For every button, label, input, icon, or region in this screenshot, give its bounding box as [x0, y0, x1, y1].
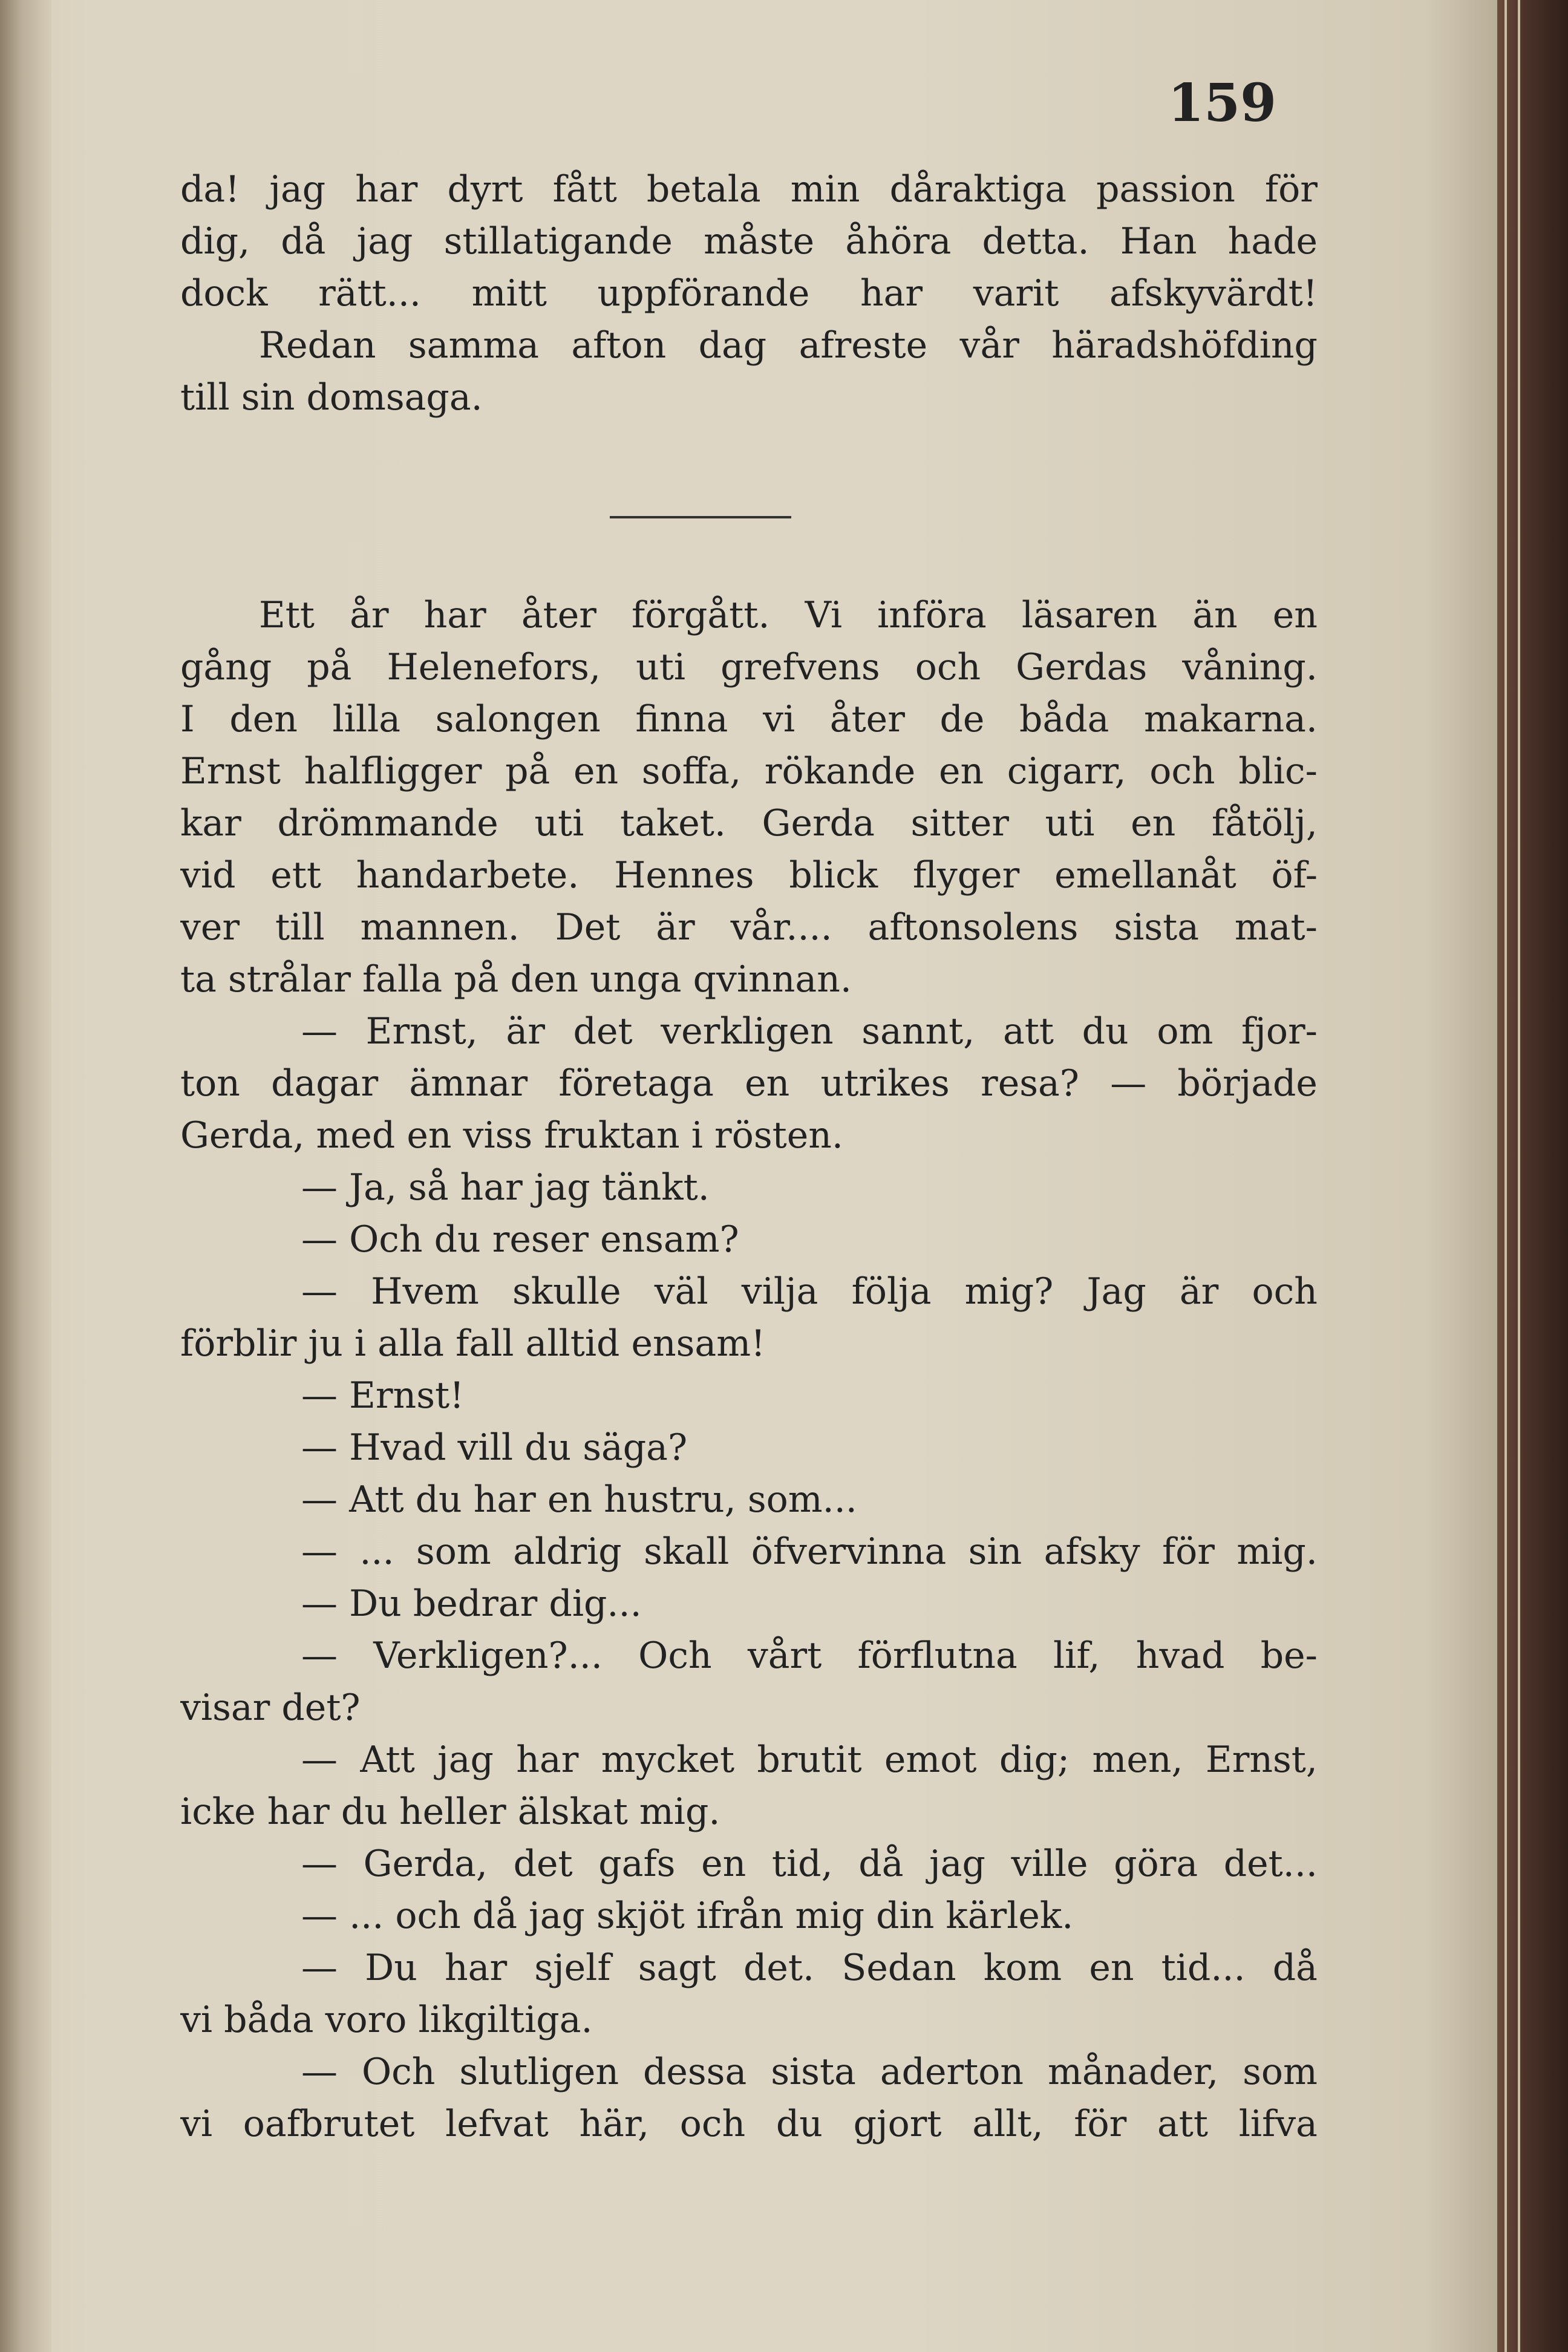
section-divider	[180, 491, 1318, 543]
dialogue-line: — Ernst, är det verkligen sannt, att du om fjor-	[301, 1010, 1318, 1053]
text-line: Gerda, med en viss fruktan i rösten.	[180, 1114, 843, 1157]
text-line: dig, då jag stillatigande måste åhöra detta. Han hade	[180, 220, 1318, 263]
text-line: Redan samma afton dag afreste vår häradshöfding	[259, 324, 1318, 367]
text-line: vi båda voro likgiltiga.	[180, 1999, 593, 2041]
text-line: ver till mannen. Det är vår.... aftonsolens sista mat-	[180, 906, 1318, 949]
text-line: ta strålar falla på den unga qvinnan.	[180, 958, 852, 1001]
book-cover-edge	[1497, 0, 1568, 2352]
dialogue-line: — Du har sjelf sagt det. Sedan kom en tid... då	[301, 1947, 1318, 1989]
text-line: Ett år har åter förgått. Vi införa läsaren än en	[259, 594, 1318, 636]
text-line: gång på Helenefors, uti grefvens och Gerdas våning.	[180, 646, 1318, 688]
dialogue-line: — Hvad vill du säga?	[301, 1426, 688, 1469]
dialogue-line: — Ja, så har jag tänkt.	[301, 1166, 710, 1209]
text-line: kar drömmande uti taket. Gerda sitter uti en fåtölj,	[180, 802, 1318, 844]
text-line: förblir ju i alla fall alltid ensam!	[180, 1322, 766, 1365]
dialogue-line: — ... som aldrig skall öfvervinna sin afsky för mig.	[301, 1530, 1318, 1573]
text-line: icke har du heller älskat mig.	[180, 1791, 720, 1833]
page-number: 159	[1168, 73, 1276, 134]
page-gutter-shadow	[0, 0, 51, 2352]
text-line: vi oafbrutet lefvat här, och du gjort allt, för att lifva	[180, 2103, 1318, 2145]
dialogue-line: — Verkligen?... Och vårt förflutna lif, hvad be-	[301, 1635, 1318, 1677]
dialogue-line: — Och slutligen dessa sista aderton månader, som	[301, 2051, 1318, 2093]
text-line: visar det?	[180, 1687, 361, 1729]
text-line: I den lilla salongen finna vi åter de båda makarna.	[180, 698, 1318, 740]
text-line: Ernst halfligger på en soffa, rökande en cigarr, och blic-	[180, 750, 1318, 792]
dialogue-line: — Du bedrar dig...	[301, 1583, 642, 1625]
dialogue-line: — Och du reser ensam?	[301, 1218, 739, 1261]
dialogue-line: — Att du har en hustru, som...	[301, 1478, 857, 1521]
text-line: da! jag har dyrt fått betala min dåraktiga passion för	[180, 168, 1318, 211]
dialogue-line: — Hvem skulle väl vilja följa mig? Jag är och	[301, 1270, 1318, 1313]
body-text	[180, 163, 1318, 2150]
text-line: ton dagar ämnar företaga en utrikes resa? — började	[180, 1062, 1318, 1105]
dialogue-line: — Ernst!	[301, 1374, 465, 1417]
text-line: till sin domsaga.	[180, 376, 483, 419]
dialogue-line: — ... och då jag skjöt ifrån mig din kärlek.	[301, 1895, 1074, 1937]
text-line: dock rätt... mitt uppförande har varit afskyvärdt!	[180, 272, 1318, 315]
dialogue-line: — Att jag har mycket brutit emot dig; men, Ernst,	[301, 1739, 1318, 1781]
dialogue-line: — Gerda, det gafs en tid, då jag ville göra det...	[301, 1843, 1318, 1885]
text-line: vid ett handarbete. Hennes blick flyger emellanåt öf-	[180, 854, 1318, 897]
